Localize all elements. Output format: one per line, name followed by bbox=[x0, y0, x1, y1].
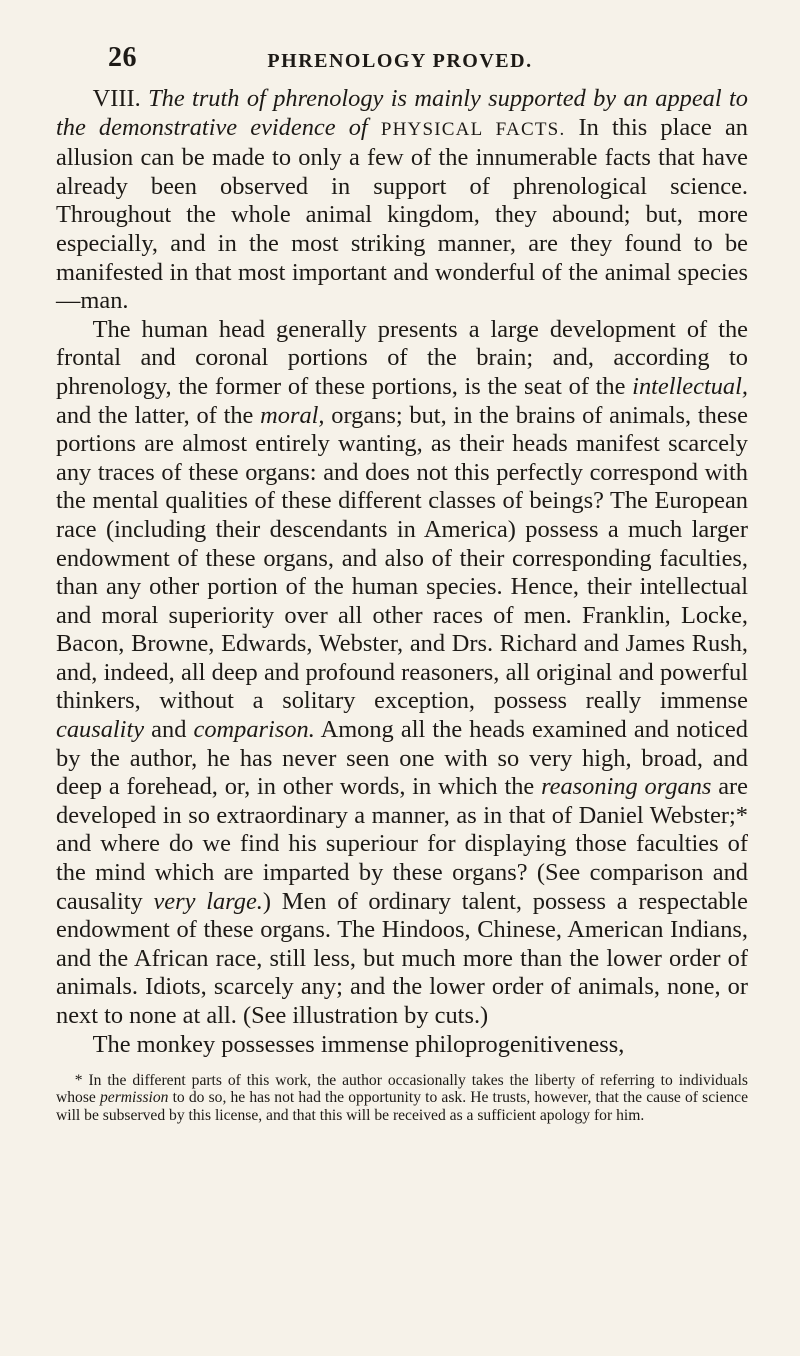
paragraph-text: ) Men of ordinary talent, possess a respectable endowment of these organs. The Hindoos, Chinese, American Indians, and the African race, still less, but much more than the lower order of animals. Idiots, scarcely any; and the lower order of animals, none, or next to none at all. (See illustration by cuts.) bbox=[56, 887, 748, 1029]
footnote bbox=[56, 1072, 748, 1124]
paragraph-text: In this place an allusion can be made to only a few of the innumerable facts that have already been observed in support of phrenological science. Throughout the whole animal kingdom, they abound; but, more especially, and in the most striking manner, are they found to be manifested in that most important and wonderful of the animal species—man. bbox=[56, 113, 748, 315]
running-head: PHRENOLOGY PROVED. bbox=[267, 50, 533, 72]
italic-term: moral, bbox=[260, 401, 325, 429]
italic-term: permission bbox=[100, 1089, 169, 1107]
section-numeral: VIII. bbox=[92, 85, 141, 112]
footnote-text: to do so, he has not had the opportunity to ask. He trusts, however, that the cause of science will be subserved by this license, and that this will be received as a sufficient apology for him. bbox=[56, 1089, 749, 1124]
paragraph bbox=[56, 1031, 748, 1060]
page-header bbox=[52, 0, 748, 84]
paragraph-text: and the latter, of the bbox=[56, 401, 261, 429]
italic-term: intellectual, bbox=[632, 372, 748, 400]
italic-term: comparison. bbox=[193, 716, 315, 744]
paragraph-text: are developed in so extraordinary a manner, as in that of Daniel Webster;* and where do we find his superiour for displaying those faculties of the mind which are imparted by these organs? (See comparison and causality bbox=[56, 773, 748, 915]
paragraph-text: The human head generally presents a large development of the frontal and coronal portions of the brain; and, according to phrenology, the former of these portions, is the seat of the bbox=[56, 315, 748, 400]
section-paragraph bbox=[56, 85, 748, 316]
italic-term: very large. bbox=[153, 887, 263, 915]
footnote-text: * In the different parts of this work, the author occasionally takes the liberty of referring to individuals whose bbox=[56, 1072, 748, 1107]
italic-term: causality bbox=[56, 716, 145, 744]
section-title-smallcaps: PHYSICAL FACTS. bbox=[380, 118, 566, 140]
italic-term: reasoning organs bbox=[541, 773, 712, 801]
paragraph-text: organs; but, in the brains of animals, these portions are almost entirely wanting, as their heads manifest scarcely any traces of these organs: and does not this perfectly correspond with the mental qualities of these different classes of beings? The European race (including their descendants in America) possess a much larger endowment of these organs, and also of their corresponding faculties, than any other portion of the human species. Hence, their intellectual and moral superiority over all other races of men. Franklin, Locke, Bacon, Browne, Edwards, Webster, and Drs. Richard and James Rush, and, indeed, all deep and profound reasoners, all original and powerful thinkers, without a solitary exception, possess really immense bbox=[56, 401, 748, 715]
page-number: 26 bbox=[108, 42, 137, 73]
paragraph-text: Among all the heads examined and noticed by the author, he has never seen one with so very high, broad, and deep a forehead, or, in other words, in which the bbox=[56, 716, 748, 801]
paragraph bbox=[56, 316, 748, 1031]
paragraph-text: The monkey possesses immense philoprogenitiveness, bbox=[92, 1030, 625, 1058]
paragraph-text: and bbox=[144, 716, 194, 744]
section-title: The truth of phrenology is mainly supported by an appeal to the demonstrative evidence of bbox=[56, 85, 748, 141]
